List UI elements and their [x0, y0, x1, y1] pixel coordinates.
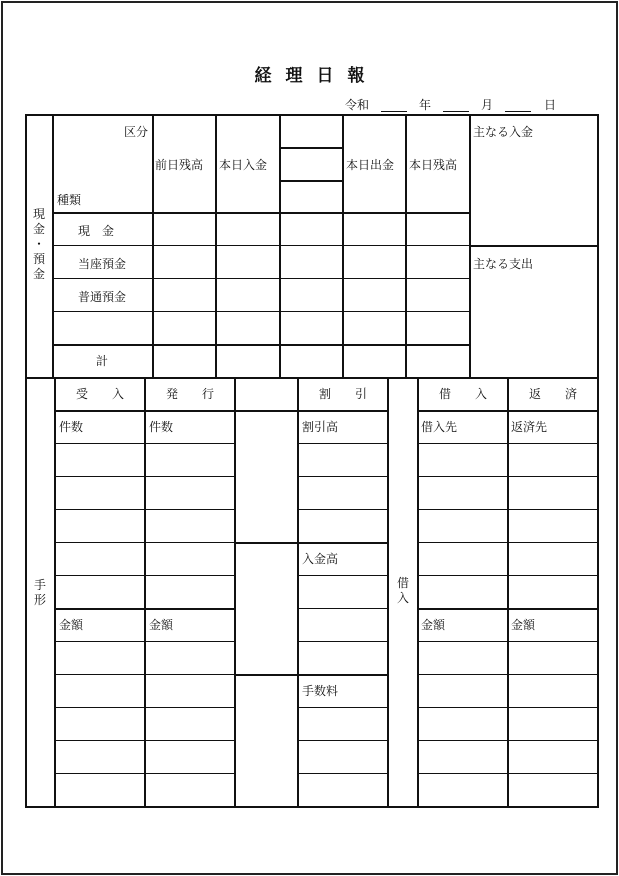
- header-kubun: 区分: [124, 125, 149, 139]
- hakko-amount-label: 金額: [149, 618, 174, 632]
- repay-amount-label: 金額: [511, 618, 536, 632]
- date-day-label: 日: [544, 98, 557, 112]
- loan-amount-label: 金額: [421, 618, 446, 632]
- main-income-label: 主なる入金: [473, 125, 534, 139]
- row-checking: 当座預金: [78, 257, 127, 271]
- date-year-blank: [381, 111, 407, 112]
- header-waribiki: 割 引: [318, 387, 367, 401]
- row-total: 計: [96, 354, 109, 368]
- col-today-expense: 本日出金: [346, 158, 395, 172]
- date-month-blank: [443, 111, 469, 112]
- date-era: 令和: [345, 98, 370, 112]
- row-savings: 普通預金: [78, 290, 127, 304]
- cash-side-label: 現 金 ・ 預 金: [32, 207, 45, 281]
- loan-side-label: 借 入: [396, 576, 409, 605]
- main-expense-label: 主なる支出: [473, 257, 534, 271]
- header-shurui: 種類: [57, 193, 82, 207]
- col-today-income: 本日入金: [219, 158, 268, 172]
- uke-count-label: 件数: [59, 420, 84, 434]
- discount-amount-label: 割引高: [302, 420, 339, 434]
- header-hensai: 返 済: [528, 387, 577, 401]
- date-day-blank: [505, 111, 531, 112]
- header-uke: 受 入: [75, 387, 124, 401]
- date-month-label: 月: [481, 98, 494, 112]
- header-kariire: 借 入: [438, 387, 487, 401]
- row-cash: 現 金: [78, 224, 115, 238]
- col-prev-balance: 前日残高: [155, 158, 204, 172]
- bill-side-label: 手 形: [33, 578, 46, 607]
- page-title: 経理日報: [254, 66, 379, 86]
- lender-label: 借入先: [421, 420, 458, 434]
- fee-label: 手数料: [302, 684, 339, 698]
- hakko-count-label: 件数: [149, 420, 174, 434]
- date-year-label: 年: [419, 98, 432, 112]
- repay-to-label: 返済先: [511, 420, 548, 434]
- deposit-amount-label: 入金高: [302, 552, 339, 566]
- col-today-balance: 本日残高: [409, 158, 458, 172]
- header-hakko: 発 行: [165, 387, 214, 401]
- uke-amount-label: 金額: [59, 618, 84, 632]
